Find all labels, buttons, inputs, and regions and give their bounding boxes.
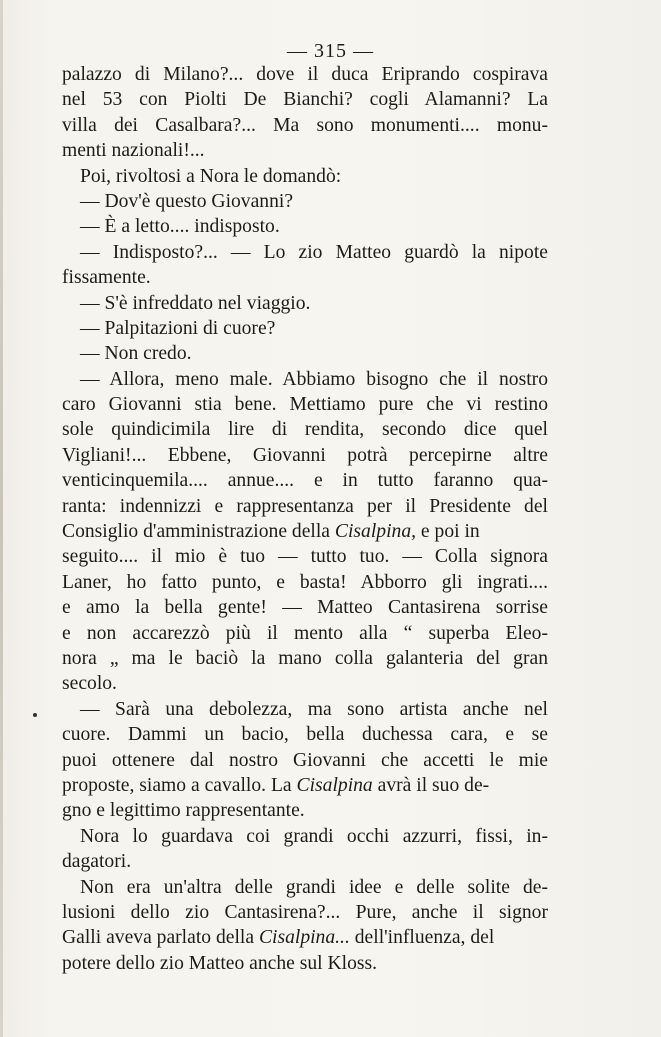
text-line: dagatori. [62, 851, 132, 873]
text-line: gno e legittimo rappresentante. [62, 800, 305, 822]
italic-title: Cisalpina, [334, 521, 417, 543]
text-line: Poi, rivoltosi a Nora le domandò: [80, 165, 342, 187]
text-segment: proposte, siamo a cavallo. La [62, 774, 297, 796]
italic-title: Cisalpina... [258, 927, 350, 949]
text-line: — Allora, meno male. Abbiamo bisogno che il nostro [80, 368, 548, 390]
text-line: e amo la bella gente! — Matteo Cantasirena sorrise [62, 597, 548, 619]
text-line: Vigliani!... Ebbene, Giovanni potrà percepirne altre [62, 444, 548, 466]
text-line: — Sarà una debolezza, ma sono artista anche nel [80, 698, 548, 720]
text-line: nel 53 con Piolti De Bianchi? cogli Alamanni? La [62, 89, 548, 111]
text-line: Nora lo guardava coi grandi occhi azzurri, fissi, in- [80, 825, 548, 847]
text-line: — Non credo. [80, 343, 192, 365]
body-text [62, 62, 548, 976]
text-line: Non era un'altra delle grandi idee e delle solite de- [80, 876, 548, 898]
text-line: sole quindicimila lire di rendita, secondo dice quel [62, 419, 548, 441]
text-line: cuore. Dammi un bacio, bella duchessa cara, e se [62, 724, 548, 746]
text-line: potere dello zio Matteo anche sul Kloss. [62, 952, 378, 974]
text-line: fissamente. [62, 267, 151, 289]
page-number: — 315 — [287, 40, 374, 62]
text-line: seguito.... il mio è tuo — tutto tuo. — Colla signora [62, 546, 548, 568]
text-segment: e poi in [416, 521, 480, 543]
text-line: menti nazionali!... [62, 140, 205, 162]
text-line: villa dei Casalbara?... Ma sono monumenti.... monu- [62, 114, 548, 136]
text-line: nora „ ma le baciò la mano colla galanteria del gran [62, 647, 548, 669]
text-line: Laner, ho fatto punto, e basta! Abborro gli ingrati.... [62, 571, 548, 593]
text-line [62, 519, 548, 544]
text-segment: Consiglio d'amministrazione della [62, 521, 335, 543]
italic-title: Cisalpina [296, 774, 373, 796]
text-line [62, 925, 548, 950]
text-line: venticinquemila.... annue.... e in tutto faranno qua- [62, 470, 548, 492]
text-line: caro Giovanni stia bene. Mettiamo pure che vi restino [62, 394, 548, 416]
text-line: secolo. [62, 673, 117, 695]
text-line: e non accarezzò più il mento alla “ superba Eleo- [62, 622, 548, 644]
text-line: — Dov'è questo Giovanni? [80, 190, 294, 212]
text-line: lusioni dello zio Cantasirena?... Pure, anche il signor [62, 901, 548, 923]
text-line: ranta: indennizzi e rappresentanza per il Presidente del [62, 495, 548, 517]
text-line: — Palpitazioni di cuore? [80, 317, 276, 339]
text-segment: Galli aveva parlato della [62, 927, 259, 949]
text-line: palazzo di Milano?... dove il duca Eriprando cospirava [62, 64, 548, 85]
text-line: — È a letto.... indisposto. [80, 216, 280, 238]
text-line: — S'è infreddato nel viaggio. [80, 292, 311, 314]
text-segment: dell'influenza, del [349, 927, 495, 949]
text-line [62, 773, 548, 798]
text-line: — Indisposto?... — Lo zio Matteo guardò la nipote [80, 241, 548, 263]
margin-mark [33, 713, 37, 717]
page-binding-edge [0, 0, 3, 1037]
text-segment: avrà il suo de- [372, 774, 490, 796]
text-line: puoi ottenere dal nostro Giovanni che accetti le mie [62, 749, 548, 771]
